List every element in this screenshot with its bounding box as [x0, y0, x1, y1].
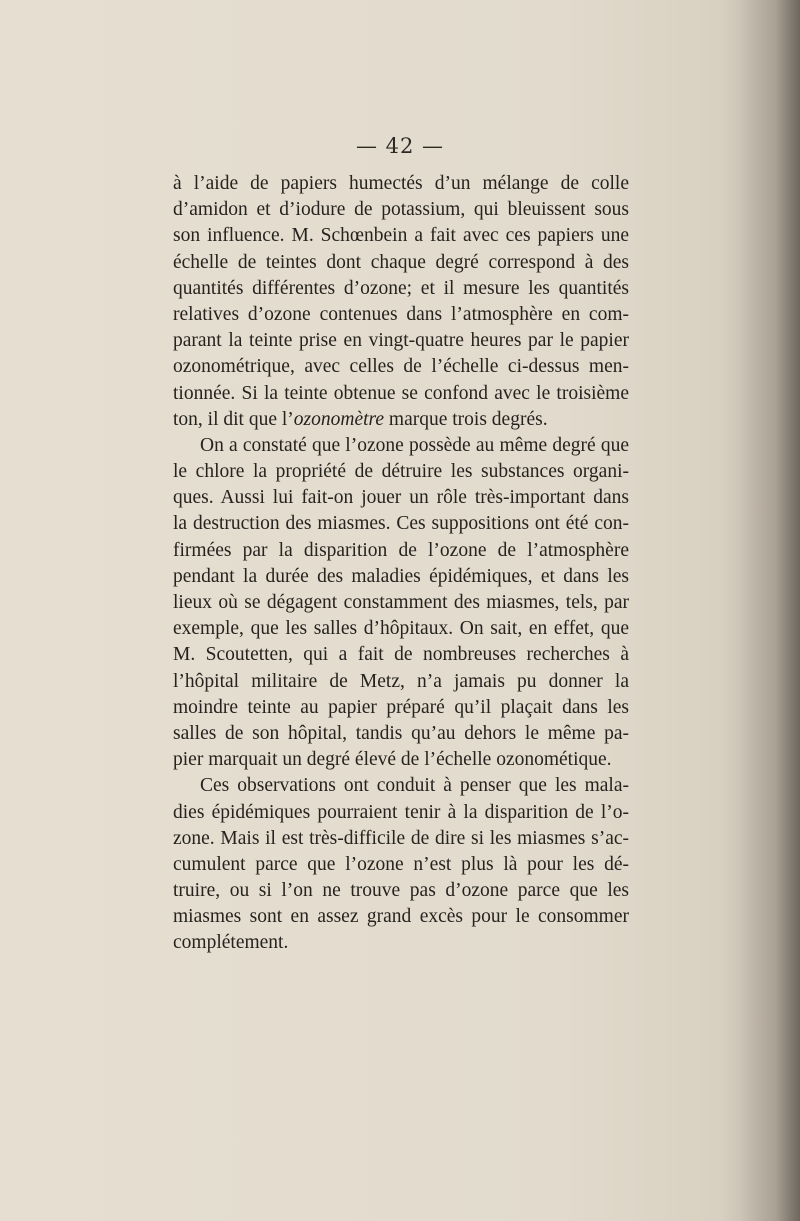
text-line: salles de son hôpital, tandis qu’au dehors le même pa- [173, 722, 629, 744]
text-line: à l’aide de papiers humectés d’un mélange de colle [173, 173, 629, 194]
text-line: ques. Aussi lui fait-on jouer un rôle très-important dans [173, 487, 629, 509]
text-line: complétement. [173, 932, 289, 954]
text-line: Ces observations ont conduit à penser que les mala- [200, 775, 629, 797]
text-line: miasmes sont en assez grand excès pour le consommer [173, 906, 629, 928]
text-line: l’hôpital militaire de Metz, n’a jamais pu donner la [173, 670, 629, 692]
text-line: On a constaté que l’ozone possède au même degré que [200, 434, 629, 456]
text-line: zone. Mais il est très-difficile de dire si les miasmes s’ac- [173, 827, 629, 849]
text-line: échelle de teintes dont chaque degré correspond à des [173, 251, 629, 273]
text-line: pendant la durée des maladies épidémiques, et dans les [173, 565, 629, 587]
text-line: lieux où se dégagent constamment des miasmes, tels, par [173, 592, 629, 613]
page-edge-shadow [740, 0, 800, 1221]
text-line: la destruction des miasmes. Ces suppositions ont été con- [173, 513, 629, 535]
text-line: dies épidémiques pourraient tenir à la disparition de l’o- [173, 801, 629, 823]
italic-term: ozonomètre [293, 408, 385, 430]
text-line: ozonométrique, avec celles de l’échelle ci-dessus men- [173, 356, 629, 378]
text-line: quantités différentes d’ozone; et il mesure les quantités [173, 277, 629, 299]
text-line: firmées par la disparition de l’ozone de l’atmosphère [173, 539, 629, 561]
text-line: le chlore la propriété de détruire les substances organi- [173, 461, 629, 483]
text-line: d’amidon et d’iodure de potassium, qui bleuissent sous [173, 199, 629, 221]
text-line: exemple, que les salles d’hôpitaux. On sait, en effet, que [173, 618, 629, 640]
text-line [173, 407, 629, 433]
text-line: relatives d’ozone contenues dans l’atmosphère en com- [173, 303, 629, 325]
text-fragment: ton, il dit que l’ [173, 408, 294, 430]
text-line: moindre teinte au papier préparé qu’il plaçait dans les [173, 696, 629, 718]
text-line: truire, ou si l’on ne trouve pas d’ozone parce que les [173, 880, 629, 902]
text-line: parant la teinte prise en vingt-quatre heures par le papier [173, 330, 629, 352]
text-fragment: marque trois degrés. [384, 408, 548, 430]
text-line: tionnée. Si la teinte obtenue se confond avec le troisième [173, 382, 629, 404]
page-number: — 42 — [355, 134, 445, 158]
text-line: cumulent parce que l’ozone n’est plus là pour les dé- [173, 853, 629, 875]
body-text [173, 171, 629, 957]
text-line: son influence. M. Schœnbein a fait avec ces papiers une [173, 225, 629, 247]
text-line: pier marquait un degré élevé de l’échelle ozonométique. [173, 749, 612, 771]
text-line: M. Scoutetten, qui a fait de nombreuses recherches à [173, 644, 629, 666]
